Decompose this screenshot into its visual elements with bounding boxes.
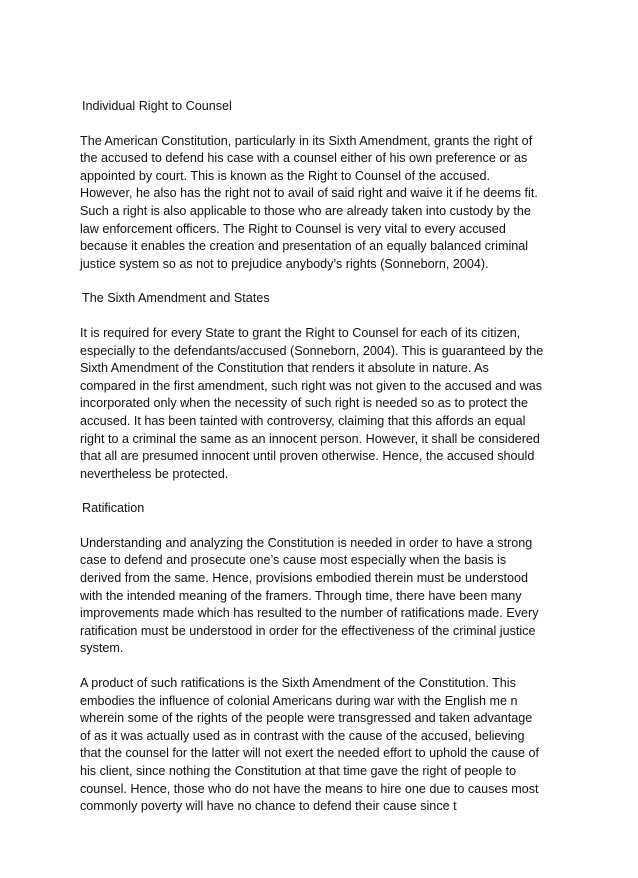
paragraph-ratification-1 (80, 535, 570, 658)
paragraph-sixth-amendment (80, 325, 570, 483)
text-line: wherein some of the rights of the people were transgressed and taken advantage (80, 711, 533, 726)
text-line: Such a right is also applicable to those who are already taken into custody by the (80, 203, 531, 218)
text-line: However, he also has the right not to avail of said right and waive it if he deems fit. (80, 186, 538, 201)
text-line: justice system so as not to prejudice anybody’s rights (Sonneborn, 2004). (80, 256, 489, 271)
section-heading-ratification: Ratification (82, 501, 145, 516)
paragraph-right-to-counsel (80, 133, 570, 274)
text-line: counsel. Hence, those who do not have the means to hire one due to causes most (80, 781, 539, 796)
text-line: The American Constitution, particularly in its Sixth Amendment, grants the right of (80, 133, 533, 148)
text-line: Understanding and analyzing the Constitution is needed in order to have a strong (80, 535, 533, 550)
text-line: appointed by court. This is known as the Right to Counsel of the accused. (80, 168, 491, 183)
text-line: derived from the same. Hence, provisions embodied therein must be understood (80, 571, 529, 586)
text-line: because it enables the creation and presentation of an equally balanced criminal (80, 239, 529, 254)
text-line: that all are presumed innocent until proven otherwise. Hence, the accused should (80, 449, 535, 464)
text-line: law enforcement officers. The Right to Counsel is very vital to every accused (80, 221, 506, 236)
text-line: improvements made which has resulted to the number of ratifications made. Every (80, 606, 539, 621)
text-line: especially to the defendants/accused (Sonneborn, 2004). This is guaranteed by the (80, 343, 544, 358)
document-page (80, 98, 570, 833)
text-line: his client, since nothing the Constitution at that time gave the right of people to (80, 764, 517, 778)
text-line: commonly poverty will have no chance to defend their cause since t (80, 799, 457, 814)
text-line: of as it was actually used as in contrast with the cause of the accused, believing (80, 728, 525, 743)
text-line: nevertheless be protected. (80, 466, 229, 481)
text-line: Sixth Amendment of the Constitution that renders it absolute in nature. As (80, 361, 489, 376)
text-line: ratification must be understood in order for the effectiveness of the criminal justice (80, 623, 536, 638)
paragraph-ratification-2 (80, 675, 570, 816)
text-line: case to defend and prosecute one’s cause most especially when the basis is (80, 553, 507, 568)
text-line: the accused to defend his case with a counsel either of his own preference or as (80, 151, 528, 166)
text-line: system. (80, 641, 124, 656)
section-heading-sixth-amendment: The Sixth Amendment and States (82, 291, 270, 306)
text-line: incorporated only when the necessity of such right is needed so as to protect the (80, 396, 529, 411)
text-line: compared in the first amendment, such right was not given to the accused and was (80, 378, 543, 393)
text-line: with the intended meaning of the framers. Through time, there have been many (80, 588, 522, 603)
text-line: that the counsel for the latter will not exert the needed effort to uphold the cause of (80, 746, 540, 761)
text-line: It is required for every State to grant the Right to Counsel for each of its citizen, (80, 325, 521, 340)
text-line: right to a criminal the same as an innocent person. However, it shall be considered (80, 431, 540, 446)
section-heading-right-to-counsel: Individual Right to Counsel (82, 99, 232, 113)
text-line: A product of such ratifications is the Sixth Amendment of the Constitution. This (80, 676, 516, 691)
text-line: accused. It has been tainted with controversy, claiming that this affords an equal (80, 413, 526, 428)
text-line: embodies the influence of colonial Americans during war with the English me n (80, 693, 518, 708)
